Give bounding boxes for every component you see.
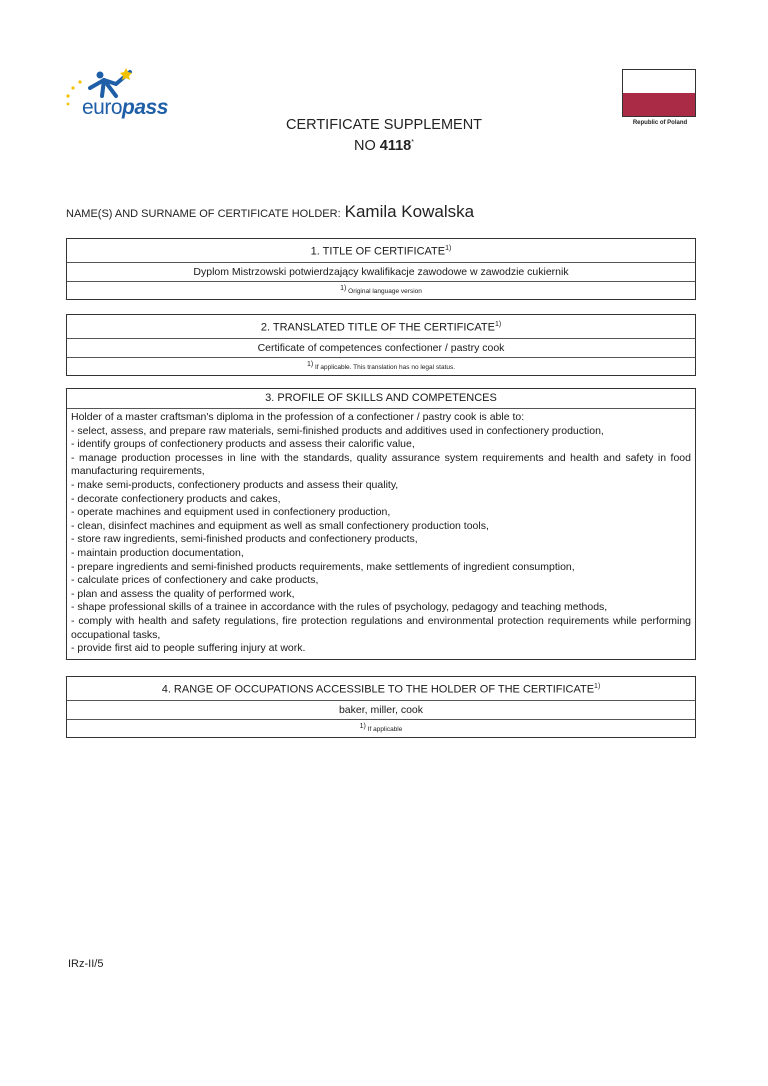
skill-item: - prepare ingredients and semi-finished products requirements, make settlements of ingredient consumption, [71, 560, 575, 573]
holder-line [66, 202, 474, 222]
section4-note: $^{1)}$ If applicable [67, 719, 695, 737]
section2-note: $^{1)}$ If applicable. This translation has no legal status. [67, 357, 695, 375]
skill-item: - plan and assess the quality of performed work, [71, 587, 295, 600]
skill-item: - select, assess, and prepare raw materials, semi-finished products and additives used in confectionery production, [71, 424, 604, 437]
section2-value: Certificate of competences confectioner / pastry cook [67, 338, 695, 357]
document-title: CERTIFICATE SUPPLEMENT [285, 117, 483, 133]
form-code: IRz-II/5 [68, 958, 104, 970]
skill-item: - shape professional skills of a trainee in accordance with the rules of psychology, pedagogy and teaching methods, [71, 601, 608, 614]
document-title-block [244, 116, 524, 155]
skill-item: - maintain production documentation, [71, 546, 244, 559]
skill-item: - calculate prices of confectionery and cake products, [71, 574, 319, 587]
europass-wordmark: europass [82, 96, 168, 119]
flag-white-stripe [623, 70, 695, 93]
skill-item: - provide first aid to people suffering injury at work. [71, 642, 306, 655]
holder-label: NAME(S) AND SURNAME OF CERTIFICATE HOLDER: [66, 208, 341, 220]
section4-value: baker, miller, cook [67, 700, 695, 719]
flag-caption: Republic of Poland [632, 120, 688, 126]
section-title-of-certificate [66, 238, 696, 300]
holder-name: Kamila Kowalska [344, 202, 475, 221]
skill-item: - operate machines and equipment used in confectionery production, [71, 506, 391, 519]
section-range-of-occupations [66, 676, 696, 738]
section3-heading: 3. PROFILE OF SKILLS AND COMPETENCES [265, 392, 497, 404]
skill-item: - comply with health and safety regulations, fire protection regulations and environmental protection requirements while performing occupational tasks, [71, 614, 691, 641]
number-suffix: * [411, 139, 414, 146]
section-profile-of-skills [66, 388, 696, 660]
skill-item: - identify groups of confectionery products and assess their calorific value, [71, 438, 415, 451]
skills-intro: Holder of a master craftsman's diploma in the profession of a confectioner / pastry cook is able to: [71, 411, 525, 423]
skill-item: - clean, disinfect machines and equipment as well as small confectionery production tools, [71, 519, 489, 532]
europass-logo [60, 66, 180, 126]
poland-flag [622, 69, 696, 117]
section1-heading: 1. TITLE OF CERTIFICATE$^{1)}$ [310, 245, 452, 258]
section1-value: Dyplom Mistrzowski potwierdzający kwalifikacje zawodowe w zawodzie cukiernik [67, 262, 695, 281]
document-number [244, 134, 524, 155]
skill-item: - make semi-products, confectionery products and assess their quality, [71, 478, 399, 491]
section2-heading: 2. TRANSLATED TITLE OF THE CERTIFICATE$^{1)}$ [260, 321, 502, 334]
number-label: NO [354, 137, 376, 154]
section1-note: $^{1)}$ Original language version [67, 281, 695, 299]
number-value: 4118 [379, 137, 412, 154]
skill-item: - store raw ingredients, semi-finished products and confectionery products, [71, 533, 418, 546]
flag-red-stripe [623, 93, 695, 116]
section-translated-title [66, 314, 696, 376]
skill-item: - manage production processes in line with the standards, quality assurance system requirements and health and safety in food manufacturing requirements, [71, 451, 691, 478]
section3-body [67, 408, 695, 659]
skill-item: - decorate confectionery products and cakes, [71, 492, 281, 505]
section4-heading: 4. RANGE OF OCCUPATIONS ACCESSIBLE TO THE HOLDER OF THE CERTIFICATE$^{1)}$ [161, 683, 601, 696]
